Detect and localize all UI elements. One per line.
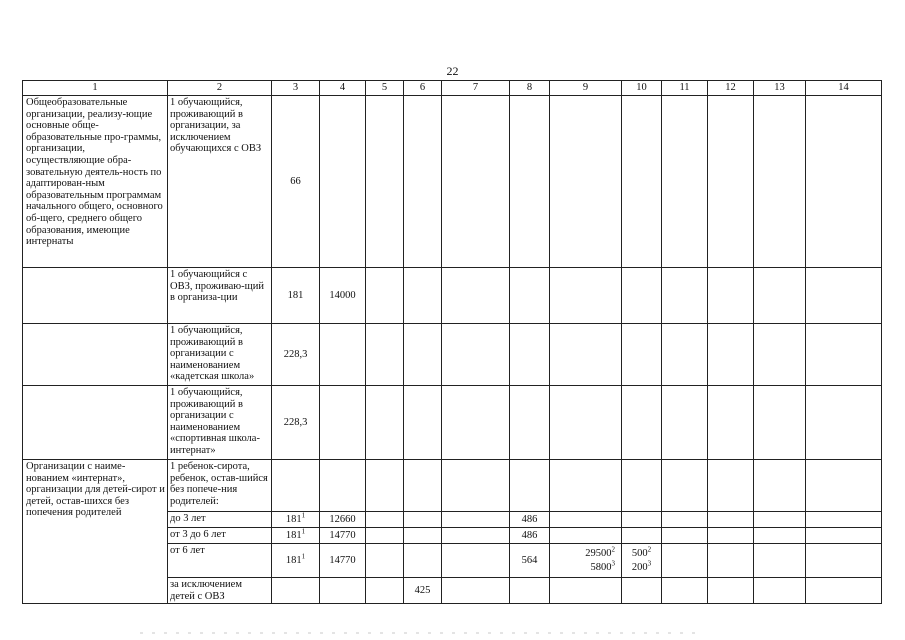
col-header: 14 [806,81,882,96]
col-header: 12 [708,81,754,96]
table-row [23,324,882,386]
col-header: 3 [272,81,320,96]
value-cell: $181^1$ [272,512,320,528]
col-header: 13 [754,81,806,96]
col-header: 1 [23,81,168,96]
value-cell: 228,3 [272,386,320,460]
value-cell: 14000 [320,268,366,324]
value-cell: 14770 [320,544,366,578]
value-cell: 486 [510,512,550,528]
col-header: 4 [320,81,366,96]
org-type-cell: Общеобразовательные организации, реализу-ющие основные обще-образовательные про-граммы, организации, осуществляющие обра-зовательную деятель-ность по адаптирован-ным образовательным программам начального общего, основного об-щего, среднего общего образования, имеющие интернаты [23,96,168,268]
column-numbers-row [23,81,882,96]
category-cell: от 3 до 6 лет [168,528,272,544]
col-header: 10 [622,81,662,96]
table-row [23,460,882,512]
value-cell: 29500$^2$ 5800$^3$ [550,544,622,578]
page-number: 22 [446,64,459,78]
col-header: 7 [442,81,510,96]
category-cell: 1 обучающийся с ОВЗ, проживаю-щий в организа-ции [168,268,272,324]
value-cell: $181^1$ [272,528,320,544]
category-cell: 1 обучающийся, проживающий в организации с наименованием «кадетская школа» [168,324,272,386]
category-cell: от 6 лет [168,544,272,578]
col-header: 6 [404,81,442,96]
value-cell: 14770 [320,528,366,544]
category-cell: 1 ребенок-сирота, ребенок, остав-шийся без попече-ния родителей: [168,460,272,512]
col-header: 2 [168,81,272,96]
value-cell: 66 [272,96,320,268]
org-type-cell: Организации с наиме-нованием «интернат», организации для детей-сирот и детей, остав-шихся без попечения родителей [23,460,168,604]
value-cell: $500^2$ $200^3$ [622,544,662,578]
col-header: 11 [662,81,708,96]
category-cell: за исключением детей с ОВЗ [168,578,272,604]
table-row [23,96,882,268]
value-cell: 228,3 [272,324,320,386]
value-cell: 425 [404,578,442,604]
category-cell: до 3 лет [168,512,272,528]
norms-table [22,80,882,604]
table-row [23,268,882,324]
category-cell: 1 обучающийся, проживающий в организации с наименованием «спортивная школа-интернат» [168,386,272,460]
scan-artifact [140,630,700,636]
col-header: 8 [510,81,550,96]
value-cell: 486 [510,528,550,544]
value-cell: 564 [510,544,550,578]
category-cell: 1 обучающийся, проживающий в организации, за исключением обучающихся с ОВЗ [168,96,272,268]
value-cell: 181 [272,268,320,324]
value-cell: $181^1$ [272,544,320,578]
value-cell: 12660 [320,512,366,528]
table-row [23,386,882,460]
col-header: 9 [550,81,622,96]
col-header: 5 [366,81,404,96]
